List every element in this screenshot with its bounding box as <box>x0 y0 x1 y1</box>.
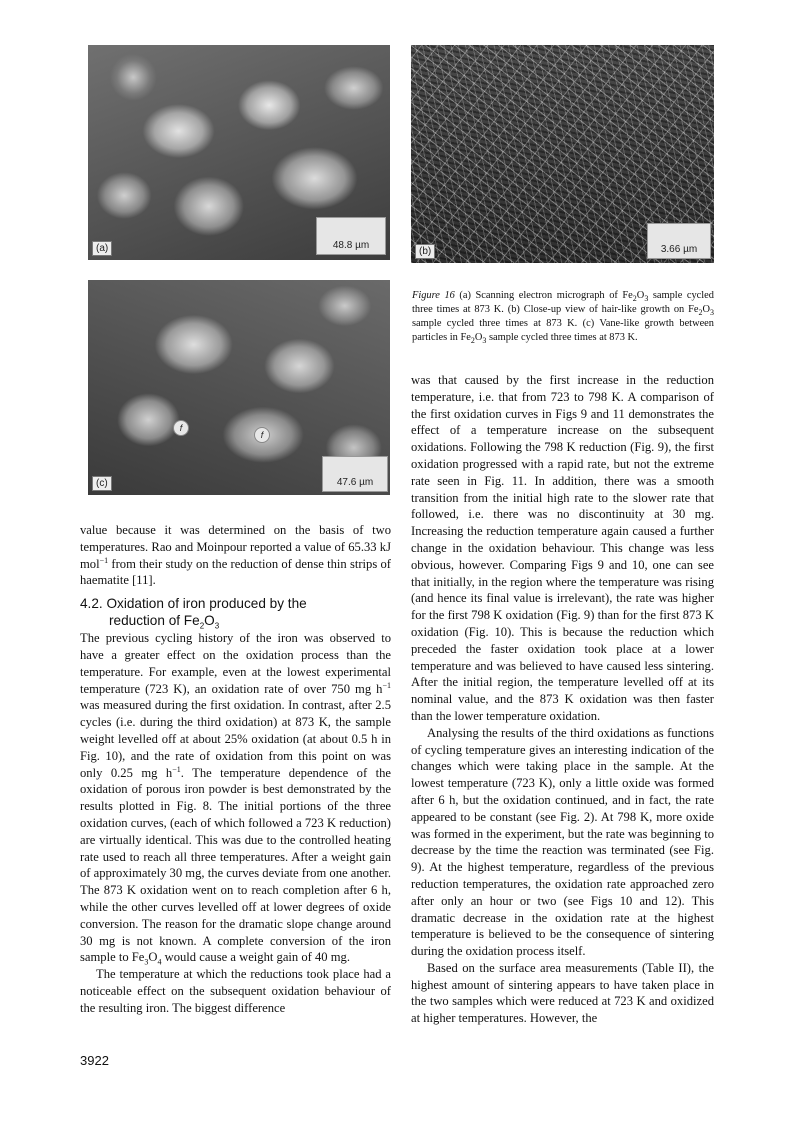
subscript: 3 <box>144 957 149 967</box>
panel-label-a: (a) <box>92 241 112 256</box>
text-span: reduction of Fe <box>109 613 200 629</box>
page-number: 3922 <box>80 1053 109 1068</box>
micrograph-b <box>411 45 714 263</box>
text-span: O <box>148 950 158 965</box>
panel-label-b: (b) <box>415 244 435 259</box>
text-span: value because it was determined on the basis of two temperatures. Rao and Moinpour reported a value of 65.33 kJ mol <box>80 523 391 571</box>
right-paragraph-1: was that caused by the first increase in the reduction temperature, i.e. that from 723 to 798 K. A comparison of the first oxidation curves in Figs 9 and 11 demonstrates the effect of a temperature increase on the subsequent oxidations. Following the 798 K reduction (Fig. 9), the first oxidation progressed with a rapid rate, but not the extreme rate seen in Fig. 11. In addition, there was a smooth transition from the initial high rate to the slower rate that followed, i.e. there was no discontinuity at 30 mg. Increasing the reduction temperature again caused a further change in the oxidation behaviour. This change was less obvious, however. Comparing Figs 9 and 10, one can see that initially, in the region where the temperature was rising (and hence its final value is irrelevant), the rate was higher for the first 798 K oxidation (Fig. 9) than for the first 873 K oxidation (Fig. 10). This is because the reduction which preceded the faster oxidation took place at a lower temperature and was believed to have caused less sintering. After the initial region, the temperature levelled off at its nominal value, and the 873 K oxidation was then faster than the lower temperature oxidation. <box>411 373 714 723</box>
caption-sub: 3 <box>710 308 714 318</box>
caption-text: O <box>702 304 710 315</box>
caption-text: sample cycled three times at 873 K. <box>486 332 638 343</box>
text-span: . The temperature dependence of the oxidation of porous iron powder is best demonstrated by the results plotted in Fig. 8. The initial portions of the three oxidation curves, (each of which followed a 723 K reduction) are virtually identical. This was due to the controlled heating rate used to reach all three temperatures. After a weight gain of approximately 30 mg, the curves deviate from one another. The 873 K oxidation went on to reach completion after 6 h, while the other curves levelled off at lower degrees of oxide conversion. The reason for the dramatic slope change around 30 mg is not known. A complete conversion of the iron sample to Fe <box>80 765 392 965</box>
caption-sub: 2 <box>632 294 637 304</box>
micrograph-c <box>88 280 390 495</box>
superscript: −1 <box>99 555 109 565</box>
figure-caption <box>412 289 714 345</box>
caption-sub: 2 <box>698 308 703 318</box>
caption-text: (a) Scanning electron micrograph of Fe <box>454 290 633 301</box>
text-span: from their study on the reduction of dense thin strips of haematite [11]. <box>80 556 391 588</box>
heading-line-1: 4.2. Oxidation of iron produced by the <box>80 596 307 612</box>
caption-sub: 3 <box>482 336 487 346</box>
caption-text: O <box>474 332 483 343</box>
scale-bar-c-text: 47.6 µm <box>336 477 374 488</box>
text-span: would cause a weight gain of 40 mg. <box>161 950 350 965</box>
left-paragraph-3: The temperature at which the reductions took place had a noticeable effect on the subsequent oxidation behaviour of the resulting iron. The biggest difference <box>80 967 391 1015</box>
micrograph-a <box>88 45 390 260</box>
left-column <box>80 522 391 1017</box>
subscript: 4 <box>157 957 162 967</box>
caption-sub: 2 <box>470 336 475 346</box>
caption-text: sample cycled three times at 873 K. (b) Close-up view of hair-like growth on Fe <box>412 290 714 315</box>
right-paragraph-3: Based on the surface area measurements (Table II), the highest amount of sintering appears to have taken place in the two samples which were reduced at 723 K and oxidized at higher temperatures. However, the <box>411 960 714 1026</box>
scale-bar-b <box>647 223 711 259</box>
text-span: O <box>204 613 215 629</box>
superscript: −1 <box>382 680 391 690</box>
scale-bar-b-text: 3.66 µm <box>660 244 698 255</box>
scale-bar-a <box>316 217 386 255</box>
text-span: was measured during the first oxidation. In contrast, after 2.5 cycles (i.e. during the third oxidation) at 873 K, the sample weight levelled off at about 25% oxidation (at about 0.5 h in Fig. 10), and the rate of oxidation from this point on was only 0.25 mg h <box>80 698 391 780</box>
caption-sub: 3 <box>644 294 649 304</box>
heading-line-2 <box>80 612 391 629</box>
scale-bar-c <box>322 456 388 492</box>
superscript: −1 <box>172 764 181 774</box>
marker-f-2: f <box>254 427 270 443</box>
panel-label-c: (c) <box>92 476 112 491</box>
scale-bar-a-text: 48.8 µm <box>332 240 370 251</box>
caption-text: O <box>636 290 645 301</box>
marker-f-1: f <box>173 420 189 436</box>
caption-text: sample cycled three times at 873 K. (c) Vane-like growth between particles in Fe <box>412 318 714 343</box>
section-heading <box>80 595 391 629</box>
right-column <box>411 372 714 1027</box>
subscript: 3 <box>214 621 220 631</box>
right-paragraph-2: Analysing the results of the third oxidations as functions of cycling temperature gives an interesting indication of the changes which were taking place in the sample. At the lowest temperature (723 K), only a little oxide was formed after 6 h, but the oxidation continued, and in fact, the rate appeared to be constant (see Fig. 2). At 798 K, more oxide was formed in the experiment, but the rate was beginning to decrease by the time the reaction was terminated (see Fig. 9). At the highest temperature, regardless of the previous reduction temperatures, the oxidation rate approached zero after only an hour or two (see Figs 10 and 12). This dramatic decrease in the oxidation rate at the highest temperature is believed to be the consequence of sintering during the oxidation process itself. <box>411 725 714 959</box>
figure-label: Figure 16 <box>412 290 455 301</box>
text-span: The previous cycling history of the iron was observed to have a greater effect on the oxidation process than the temperature. For example, even at the lowest experimental temperature (723 K), an oxidation rate of over 750 mg h <box>80 631 391 696</box>
left-paragraph-1 <box>80 522 391 589</box>
subscript: 2 <box>199 621 205 631</box>
left-paragraph-2 <box>80 630 391 966</box>
